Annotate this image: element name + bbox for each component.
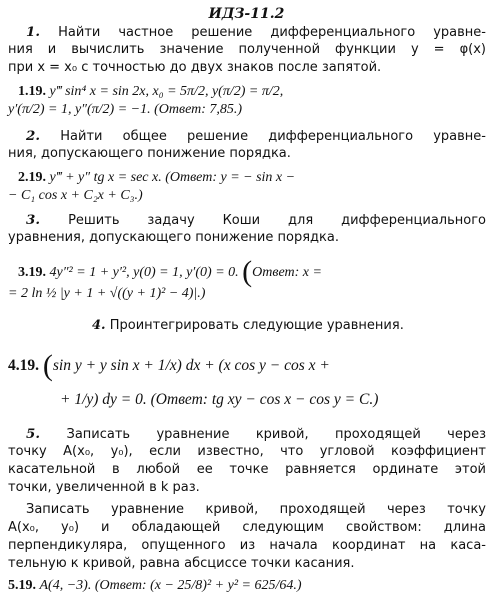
task5-para2-line-1: Записать уравнение кривой, проходящей через точку: [26, 502, 486, 517]
task2-problem-label: 2.19.: [18, 170, 46, 185]
page-title: ИДЗ-11.2: [208, 6, 285, 22]
task5-para2-line-3: перпендикуляра, опущенного из начала координат на каса-: [8, 538, 486, 553]
task5-number: 5.: [26, 426, 40, 442]
task5-para2-line-4: тельную к кривой, равна абсциссе точки касания.: [8, 556, 355, 571]
task2-problem-line-2: − C₁ cos x + C₂x + C₃.): [8, 188, 143, 203]
task1-problem-line-2: y′(π/2) = 1, y″(π/2) = −1. (Ответ: 7,85.): [8, 102, 243, 117]
task4-heading-line: [92, 318, 404, 334]
task1-problem-text-1: y‴ sin⁴ x = sin 2x, x₀ = 5π/2, y(π/2) = π/2,: [49, 84, 284, 99]
task3-problem-text-1: 4y″² = 1 + y′², y(0) = 1, y′(0) = 0.: [49, 265, 239, 280]
task5-line-1: [8, 426, 486, 443]
task1-problem-label: 1.19.: [18, 84, 46, 99]
task2-text-1: Найти общее решение дифференциального уравне-: [60, 129, 486, 144]
task3-text-1: Решить задачу Коши для дифференциального: [68, 213, 486, 228]
task5-para2-line-2: A(x₀, y₀) и обладающей следующим свойством: длина: [8, 520, 486, 535]
task1-line-2: ния и вычислить значение полученной функции y = φ(x): [8, 42, 486, 57]
task3-problem-line-2: = 2 ln ½ |y + 1 + √((y + 1)² − 4)|.): [8, 286, 206, 301]
task3-answer-open: Ответ: x =: [252, 265, 322, 280]
task1-text-1: Найти частное решение дифференциального уравне-: [58, 25, 486, 40]
task4-problem-line-1: [8, 349, 330, 382]
task2-problem-line-1: [18, 170, 295, 186]
task4-problem-line-2: + 1/y) dy = 0. (Ответ: tg xy − cos x − cos y = C.): [60, 391, 379, 408]
task5-line-2: точку A(x₀, y₀), если известно, что угловой коэффициент: [8, 444, 486, 459]
task1-line-1: [8, 24, 486, 41]
task4-number: 4.: [92, 318, 106, 333]
task2-line-2: ния, допускающего понижение порядка.: [8, 146, 291, 161]
task5-line-3: касательной в любой ее точке равняется ординате этой: [8, 462, 486, 477]
task5-line-4: точки, увеличенной в k раз.: [8, 480, 200, 495]
task1-line-3: при x = x₀ с точностью до двух знаков после запятой.: [8, 60, 382, 75]
task5-problem-label: 5.19.: [8, 578, 36, 593]
task1-number: 1.: [26, 24, 40, 40]
task1-problem-line-1: [18, 84, 283, 100]
task5-text-1: Записать уравнение кривой, проходящей через: [66, 427, 486, 442]
task3-line-2: уравнения, допускающего понижение порядка.: [8, 230, 339, 245]
task4-problem-label: 4.19.: [8, 357, 39, 374]
task3-open-paren: (: [242, 255, 253, 288]
task4-heading: Проинтегрировать следующие уравнения.: [109, 318, 404, 333]
task4-open-paren: (: [42, 349, 53, 382]
task5-problem-text-1: A(4, −3). (Ответ: (x − 25/8)² + y² = 625/64.): [39, 578, 302, 593]
task2-number: 2.: [26, 128, 40, 144]
task3-number: 3.: [26, 212, 40, 228]
task2-line-1: [8, 128, 486, 145]
task3-problem-label: 3.19.: [18, 265, 46, 280]
task4-problem-text-1: sin y + y sin x + 1/x) dx + (x cos y − cos x +: [52, 357, 330, 374]
task3-problem-line-1: [18, 255, 322, 288]
task2-problem-text-1: y‴ + y″ tg x = sec x. (Ответ: y = − sin x −: [49, 170, 296, 185]
task5-problem-line-1: [8, 578, 302, 594]
task3-line-1: [8, 212, 486, 229]
